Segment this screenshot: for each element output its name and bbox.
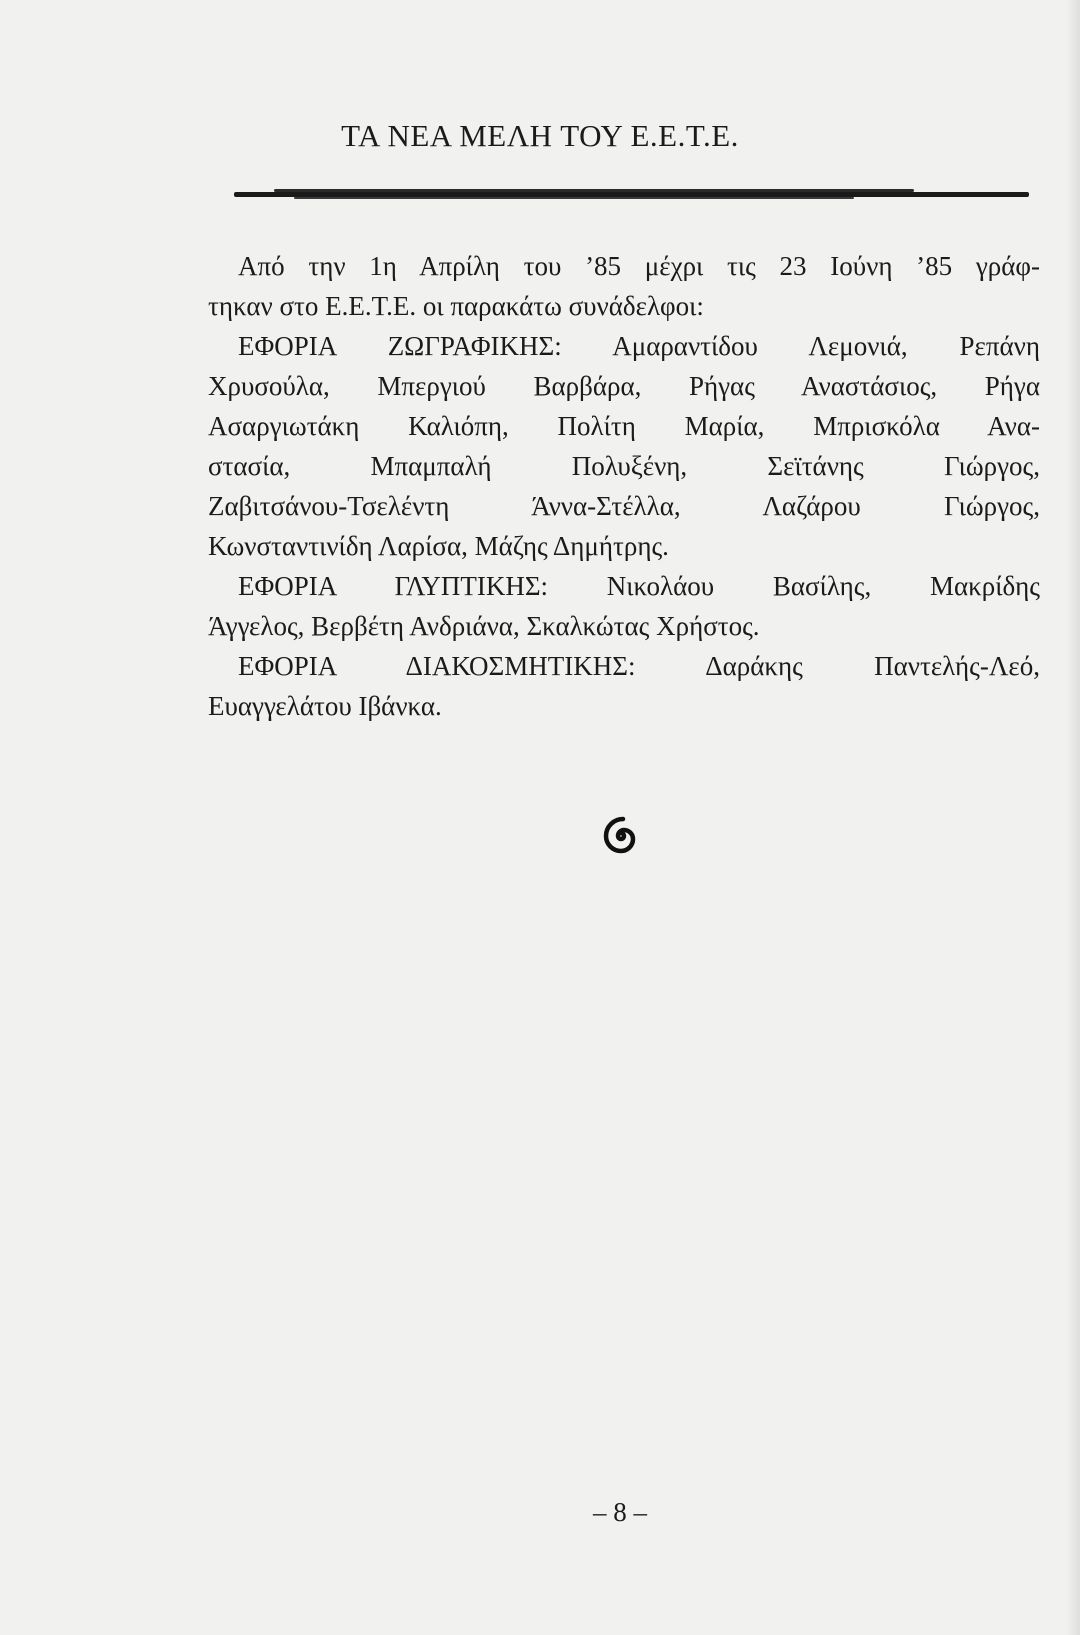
page-edge-shadow bbox=[1066, 0, 1080, 1635]
title-divider-rule bbox=[234, 192, 1029, 197]
text-line: Άγγελος, Βερβέτη Ανδριάνα, Σκαλκώτας Χρήστος. bbox=[208, 611, 760, 641]
text-line: Κωνσταντινίδη Λαρίσα, Μάζης Δημήτρης. bbox=[208, 531, 669, 561]
section-line-decorative: ΕΦΟΡΙΑ ΔΙΑΚΟΣΜΗΤΙΚΗΣ: Δαράκης Παντελής-Λεό, bbox=[238, 651, 1040, 681]
page-number: – 8 – bbox=[593, 1497, 647, 1527]
text-line: Χρυσούλα, Μπεργιού Βαρβάρα, Ρήγας Αναστάσιος, Ρήγα bbox=[208, 371, 1040, 401]
spiral-ornament-icon bbox=[596, 811, 646, 861]
text-line: Από την 1η Απρίλη του ’85 μέχρι τις 23 Ιούνη ’85 γράφ- bbox=[238, 251, 1040, 281]
text-line: Ασαργιωτάκη Καλιόπη, Πολίτη Μαρία, Μπρισκόλα Ανα- bbox=[208, 411, 1040, 441]
text-line: Ευαγγελάτου Ιβάνκα. bbox=[208, 691, 442, 721]
new-members-paragraph bbox=[208, 246, 1040, 726]
page-title: ΤΑ ΝΕΑ ΜΕΛΗ ΤΟΥ Ε.Ε.Τ.Ε. bbox=[341, 118, 739, 153]
text-line: τηκαν στο Ε.Ε.Τ.Ε. οι παρακάτω συνάδελφοι: bbox=[208, 291, 704, 321]
text-line: Ζαβιτσάνου-Τσελέντη Άννα-Στέλλα, Λαζάρου Γιώργος, bbox=[208, 491, 1040, 521]
section-line-painting: ΕΦΟΡΙΑ ΖΩΓΡΑΦΙΚΗΣ: Αμαραντίδου Λεμονιά, Ρεπάνη bbox=[238, 331, 1040, 361]
section-line-sculpture: ΕΦΟΡΙΑ ΓΛΥΠΤΙΚΗΣ: Νικολάου Βασίλης, Μακρίδης bbox=[238, 571, 1040, 601]
text-line: στασία, Μπαμπαλή Πολυξένη, Σεϊτάνης Γιώργος, bbox=[208, 451, 1040, 481]
